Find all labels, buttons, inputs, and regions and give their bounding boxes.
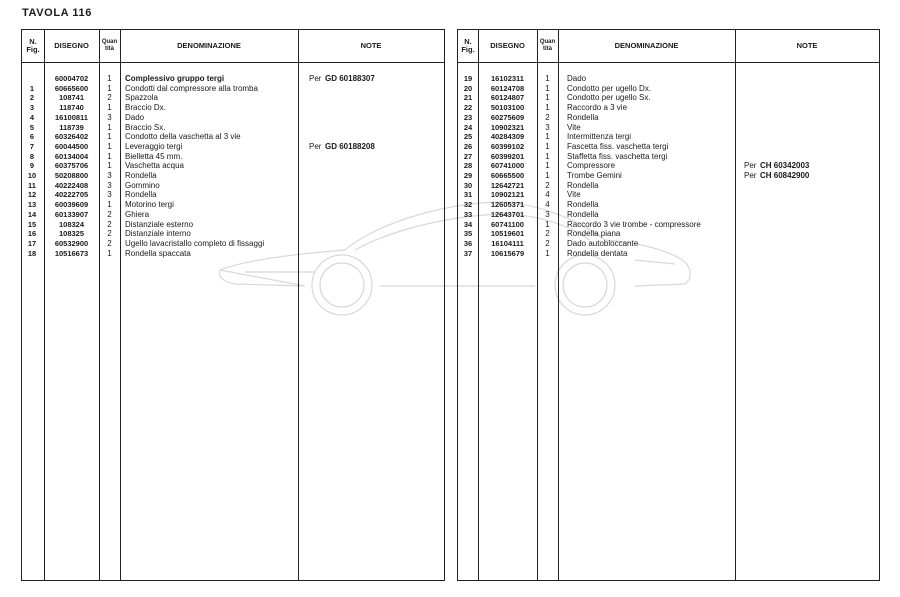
part-number: 60133907: [54, 209, 89, 219]
table-row: [22, 249, 444, 259]
fig-number: 1: [29, 83, 35, 93]
part-description: Vaschetta acqua: [125, 161, 185, 171]
table-row: [458, 190, 879, 200]
part-number: 16104111: [491, 238, 524, 248]
fig-number: 36: [463, 238, 473, 248]
part-description: Raccordo a 3 vie: [567, 103, 628, 113]
part-number: 60532900: [54, 238, 89, 248]
quantity: 2: [545, 229, 550, 239]
part-description: Braccio Dx.: [125, 103, 166, 113]
header-fig: N. Fig.: [461, 37, 475, 54]
quantity: 1: [545, 161, 550, 171]
part-number: 10516673: [54, 248, 89, 258]
header-quantita: Quan tità: [101, 39, 118, 52]
part-description: Rondella: [567, 200, 599, 210]
header-note: NOTE: [360, 41, 382, 50]
fig-number: 4: [29, 112, 35, 122]
part-description: Spazzola: [125, 93, 158, 103]
part-number: 60665500: [490, 171, 525, 180]
quantity: 1: [545, 171, 550, 180]
part-number: 12643701: [490, 209, 525, 219]
table-row: [458, 142, 879, 152]
quantity: 1: [545, 248, 550, 258]
part-description: Condotto per ugello Dx.: [567, 83, 652, 93]
fig-number: 26: [463, 141, 473, 151]
note-code: GD 60188208: [325, 141, 375, 151]
quantity: 1: [545, 219, 550, 229]
part-number: 50208800: [54, 171, 89, 180]
fig-number: 29: [463, 171, 473, 180]
part-description: Trombe Gemini: [567, 171, 622, 180]
note-prefix: Per: [309, 141, 322, 151]
part-description: Rondella: [567, 209, 599, 219]
note-code: CH 60342003: [760, 161, 810, 171]
page-title: TAVOLA 116: [22, 7, 92, 19]
quantity: 3: [107, 112, 112, 122]
quantity: 2: [107, 93, 112, 103]
fig-number: 18: [27, 248, 37, 258]
quantity: 1: [107, 132, 112, 142]
quantity: 2: [107, 209, 112, 219]
quantity: 3: [545, 122, 550, 132]
quantity: 1: [107, 161, 112, 171]
quantity: 1: [107, 200, 112, 210]
part-number: 60039609: [54, 200, 89, 210]
left-parts-table: [21, 29, 445, 581]
part-number: 118739: [59, 122, 84, 132]
quantity: 3: [107, 180, 112, 190]
table-row: [458, 84, 879, 94]
part-description: Condotti dal compressore alla tromba: [125, 83, 258, 93]
part-description: Distanziale esterno: [125, 219, 194, 229]
header-denominazione: DENOMINAZIONE: [614, 41, 679, 50]
note-prefix: Per: [309, 74, 322, 83]
part-description: Dado: [567, 74, 587, 83]
part-description: Leveraggio tergi: [125, 141, 183, 151]
table-row: [22, 161, 444, 171]
table-row: [22, 113, 444, 123]
quantity: 4: [545, 190, 550, 200]
part-description: Distanziale interno: [125, 229, 191, 239]
table-row: [458, 210, 879, 220]
note-code: CH 60842900: [760, 171, 810, 180]
quantity: 1: [107, 141, 112, 151]
fig-number: 10: [27, 171, 37, 180]
part-number: 50103100: [490, 103, 525, 113]
part-number: 60044500: [54, 141, 89, 151]
fig-number: 21: [463, 93, 473, 103]
table-row: [22, 103, 444, 113]
note-prefix: Per: [744, 161, 757, 171]
part-number: 16102311: [491, 74, 524, 83]
fig-number: 23: [463, 112, 473, 122]
part-number: 60741000: [490, 161, 525, 171]
part-number: 16100811: [55, 112, 88, 122]
fig-number: 3: [29, 103, 35, 113]
fig-number: 12: [27, 190, 37, 200]
fig-number: 27: [463, 151, 473, 161]
part-number: 60375706: [54, 161, 89, 171]
note-prefix: Per: [744, 171, 757, 180]
part-number: 108325: [58, 229, 85, 239]
part-description: Gommino: [125, 180, 160, 190]
fig-number: 31: [463, 190, 473, 200]
fig-number: 17: [27, 238, 37, 248]
part-description: Ugello lavacristallo completo di fissaggi: [125, 238, 265, 248]
fig-number: 30: [463, 180, 473, 190]
part-description: Braccio Sx.: [125, 122, 166, 132]
part-number: 60004702: [54, 74, 89, 83]
part-number: 108741: [58, 93, 85, 103]
part-number: 10519601: [490, 229, 525, 239]
fig-number: 22: [463, 103, 473, 113]
fig-number: 19: [463, 74, 473, 83]
part-description: Rondella: [125, 171, 157, 180]
fig-number: 20: [463, 83, 473, 93]
fig-number: 35: [463, 229, 473, 239]
quantity: 1: [107, 83, 112, 93]
table-row: [22, 239, 444, 249]
part-description: Complessivo gruppo tergi: [125, 74, 225, 83]
table-row: [458, 103, 879, 113]
part-description: Rondella: [567, 180, 599, 190]
table-row: [458, 200, 879, 210]
table-row: [22, 200, 444, 210]
fig-number: 28: [463, 161, 473, 171]
table-row: [22, 229, 444, 239]
quantity: 1: [545, 132, 550, 142]
quantity: 2: [107, 238, 112, 248]
table-row: [458, 181, 879, 191]
quantity: 2: [107, 229, 112, 239]
table-row: [458, 113, 879, 123]
table-row: [458, 93, 879, 103]
part-description: Condotto della vaschetta al 3 vie: [125, 132, 241, 142]
part-description: Ghiera: [125, 209, 150, 219]
part-description: Rondella dentata: [567, 248, 628, 258]
table-row: [22, 210, 444, 220]
fig-number: 16: [27, 229, 37, 239]
quantity: 3: [545, 209, 550, 219]
part-description: Rondella piana: [567, 229, 621, 239]
table-row: [22, 142, 444, 152]
quantity: 1: [107, 151, 112, 161]
quantity: 1: [107, 103, 112, 113]
quantity: 3: [107, 190, 112, 200]
quantity: 1: [545, 151, 550, 161]
table-row: [22, 181, 444, 191]
part-number: 60124807: [490, 93, 525, 103]
table-row: [458, 220, 879, 230]
fig-number: 37: [463, 248, 473, 258]
part-description: Staffetta fiss. vaschetta tergi: [567, 151, 668, 161]
table-row: [458, 152, 879, 162]
part-number: 60741100: [491, 219, 524, 229]
quantity: 2: [545, 238, 550, 248]
table-row: [458, 161, 879, 171]
part-number: 40284309: [490, 132, 525, 142]
table-row: [458, 123, 879, 133]
part-number: 60326402: [54, 132, 89, 142]
fig-number: 5: [29, 122, 35, 132]
part-number: 60124708: [490, 83, 525, 93]
part-description: Dado: [125, 112, 145, 122]
table-row: [22, 190, 444, 200]
part-description: Rondella: [567, 112, 599, 122]
part-number: 60134004: [54, 151, 89, 161]
note-code: GD 60188307: [325, 74, 375, 83]
table-row: [22, 171, 444, 181]
part-description: Vite: [567, 122, 581, 132]
header-disegno: DISEGNO: [490, 41, 525, 50]
part-number: 108324: [58, 219, 85, 229]
quantity: 1: [545, 74, 550, 83]
part-number: 12605371: [490, 200, 525, 210]
fig-number: 34: [463, 219, 473, 229]
part-description: Raccordo 3 vie trombe - compressore: [567, 219, 701, 229]
table-row: [22, 132, 444, 142]
table-row: [22, 84, 444, 94]
table-row: [22, 74, 444, 84]
table-row: [458, 171, 879, 181]
quantity: 4: [545, 200, 550, 210]
part-description: Intermittenza tergi: [567, 132, 632, 142]
fig-number: 25: [463, 132, 473, 142]
part-number: 10902321: [490, 122, 525, 132]
table-row: [22, 220, 444, 230]
quantity: 2: [545, 180, 550, 190]
header-quantita: Quan tità: [539, 39, 556, 52]
table-row: [22, 123, 444, 133]
part-description: Bielletta 45 mm.: [125, 151, 183, 161]
quantity: 1: [107, 74, 112, 83]
quantity: 1: [107, 122, 112, 132]
fig-number: 33: [463, 209, 473, 219]
table-row: [458, 229, 879, 239]
fig-number: 13: [27, 200, 37, 210]
right-parts-table: [457, 29, 880, 581]
part-description: Motorino tergi: [125, 200, 174, 210]
part-description: Dado autobloccante: [567, 238, 639, 248]
fig-number: 24: [463, 122, 473, 132]
part-number: 40222408: [54, 180, 89, 190]
quantity: 1: [545, 93, 550, 103]
part-number: 12642721: [490, 180, 525, 190]
part-description: Rondella spaccata: [125, 248, 191, 258]
part-description: Compressore: [567, 161, 616, 171]
part-number: 60399102: [490, 141, 525, 151]
part-number: 60275609: [490, 112, 525, 122]
fig-number: 6: [29, 132, 35, 142]
part-description: Condotto per ugello Sx.: [567, 93, 651, 103]
fig-number: 14: [27, 209, 37, 219]
part-number: 10615679: [490, 248, 525, 258]
part-number: 118740: [59, 103, 84, 113]
quantity: 1: [545, 141, 550, 151]
part-number: 60399201: [490, 151, 525, 161]
quantity: 2: [545, 112, 550, 122]
quantity: 1: [545, 103, 550, 113]
part-description: Vite: [567, 190, 581, 200]
fig-number: 32: [463, 200, 473, 210]
fig-number: 11: [28, 180, 36, 190]
header-denominazione: DENOMINAZIONE: [177, 41, 241, 50]
quantity: 1: [545, 83, 550, 93]
header-disegno: DISEGNO: [54, 41, 89, 50]
fig-number: 2: [29, 93, 35, 103]
part-number: 40222705: [54, 190, 89, 200]
fig-number: 8: [29, 151, 35, 161]
part-description: Fascetta fiss. vaschetta tergi: [567, 141, 669, 151]
table-row: [22, 152, 444, 162]
quantity: 1: [107, 248, 112, 258]
table-row: [458, 132, 879, 142]
part-number: 60665600: [54, 83, 89, 93]
part-number: 10902121: [490, 190, 525, 200]
part-description: Rondella: [125, 190, 157, 200]
quantity: 2: [107, 219, 112, 229]
table-row: [22, 93, 444, 103]
fig-number: 9: [29, 161, 35, 171]
header-fig: N. Fig.: [26, 37, 40, 54]
header-note: NOTE: [796, 41, 818, 50]
fig-number: 15: [27, 219, 37, 229]
table-row: [458, 249, 879, 259]
fig-number: 7: [29, 141, 35, 151]
table-row: [458, 239, 879, 249]
table-row: [458, 74, 879, 84]
quantity: 3: [107, 171, 112, 180]
